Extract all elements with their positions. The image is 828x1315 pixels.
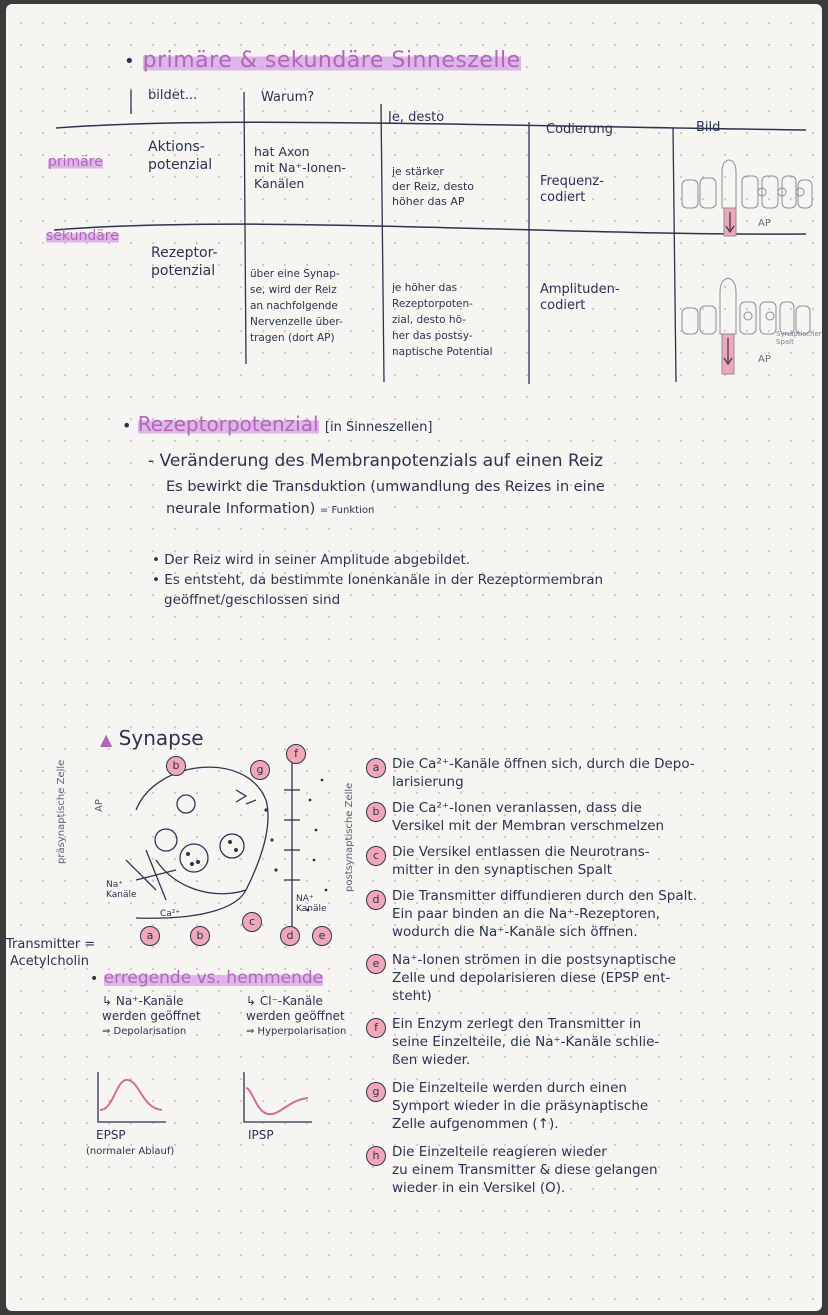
step-line: Ein Enzym zerlegt den Transmitter in [392,1016,642,1032]
step-line: steht) [392,988,432,1004]
cell-primaere-codierung: Frequenz- codiert [540,174,604,205]
step-line: Na⁺-Ionen strömen in die postsynaptische [392,952,676,968]
step-letter-a: a [366,758,386,778]
step-line: Die Ca²⁺-Kanäle öffnen sich, durch die Depo- [392,756,695,772]
step-letter-c: c [366,846,386,866]
synapse-label-b2: b [190,926,210,946]
step-line: Versikel mit der Membran verschmelzen [392,818,665,834]
cell-sekundaere-warum: über eine Synap- se, wird der Reiz an nachfolgende Nervenzelle über- tragen (dort AP) [250,268,343,344]
primary-cell-sketch-icon [678,152,818,242]
rezeptor-bracket: [in Sinneszellen] [324,420,433,435]
synapse-label-f: f [286,744,306,764]
rezeptor-line3: neurale Information) = Funktion [166,501,375,517]
step-letter-f: f [366,1018,386,1038]
step-letter-d: d [366,890,386,910]
rezeptor-bullet2b: geöffnet/geschlossen sind [164,592,341,608]
synapse-label-a: a [140,926,160,946]
synapse-label-g: g [250,760,270,780]
cell-primaere-jedesto: je stärker der Reiz, desto höher das AP [392,165,475,208]
step-letter-g: g [366,1082,386,1102]
ca-label: Ca²⁺ [160,909,181,919]
synaptic-gap-note: Synaptischer Spalt [776,330,822,346]
notebook-page [6,4,822,1311]
epsp-label: EPSP [96,1128,126,1142]
synapse-label-e: e [312,926,332,946]
rezeptor-bullet1: • Der Reiz wird in seiner Amplitude abgebildet. [152,552,471,568]
step-line: mitter in den synaptischen Spalt [392,862,613,878]
na-kanaele-right: NA⁺ Kanäle [296,894,327,914]
cell-primaere-bildet: Aktions- potenzial [148,139,213,173]
na-kanaele-left: Na⁺ Kanäle [106,880,137,900]
header-bild: Bild [696,120,721,135]
epsp-graph-icon [92,1068,172,1128]
ipsp-graph-icon [238,1068,318,1128]
row-label-primaere: primäre [48,154,103,170]
postsynaptic-label: postsynaptische Zelle [344,782,355,892]
hemmend-right: ↳ Cl⁻-Kanäle werden geöffnet ⇒ Hyperpolarisation [246,994,347,1037]
secondary-ap-label: AP [758,354,771,365]
step-line: Ein paar binden an die Na⁺-Rezeptoren, [392,906,661,922]
ap-side-label: AP [94,799,105,812]
synapse-label-b: b [166,756,186,776]
cell-primaere-warum: hat Axon mit Na⁺-Ionen- Kanälen [254,144,347,191]
row-label-sekundaere: sekundäre [46,228,119,244]
step-line: Die Einzelteile reagieren wieder [392,1144,607,1160]
step-letter-b: b [366,802,386,822]
cell-sekundaere-codierung: Amplituden- codiert [540,282,620,313]
header-jedesto: Je, desto [388,110,445,125]
cell-sekundaere-jedesto: je höher das Rezeptorpoten- zial, desto hö- her das postsy- naptische Potential [392,282,493,358]
synapse-title: ▲ Synapse [100,726,204,750]
synapse-diagram [96,750,386,960]
step-line: seine Einzelteile, die Na⁺-Kanäle schlie- [392,1034,660,1050]
rezeptor-title: • Rezeptorpotenzial [in Sinneszellen] [122,412,433,436]
step-line: Symport wieder in die präsynaptische [392,1098,649,1114]
secondary-cell-sketch-icon [678,272,818,382]
cell-sekundaere-bildet: Rezeptor- potenzial [151,245,218,279]
header-bildet: bildet... [148,88,198,103]
synapse-label-c: c [242,912,262,932]
step-line: ßen wieder. [392,1052,471,1068]
step-line: Die Einzelteile werden durch einen [392,1080,627,1096]
primary-ap-label: AP [758,218,771,229]
step-letter-h: h [366,1146,386,1166]
step-line: zu einem Transmitter & diese gelangen [392,1162,658,1178]
step-line: Zelle aufgenommen (↑). [392,1116,559,1132]
transmitter-note: Transmitter = Acetylcholin [6,937,96,969]
header-warum: Warum? [261,90,315,105]
rezeptor-line1: - Veränderung des Membranpotenzials auf einen Reiz [148,451,604,471]
erregend-title: • erregende vs. hemmende [90,968,324,988]
step-line: Die Versikel entlassen die Neurotrans- [392,844,650,860]
synapse-label-d: d [280,926,300,946]
section-heading-sinneszelle: • primäre & sekundäre Sinneszelle [124,48,521,73]
step-line: wodurch die Na⁺-Kanäle sich öffnen. [392,924,638,940]
rezeptor-bullet2: • Es entsteht, da bestimmte Ionenkanäle in der Rezeptormembran [152,572,604,588]
step-line: larisierung [392,774,464,790]
step-line: wieder in ein Versikel (O). [392,1180,566,1196]
presynaptic-label: präsynaptische Zelle [56,759,67,864]
header-codierung: Codierung [546,122,613,137]
step-line: Die Transmitter diffundieren durch den Spalt. [392,888,697,904]
step-letter-e: e [366,954,386,974]
step-line: Die Ca²⁺-Ionen veranlassen, dass die [392,800,642,816]
step-line: Zelle und depolarisieren diese (EPSP ent- [392,970,671,986]
ipsp-label: IPSP [248,1128,274,1142]
heading-text: primäre & sekundäre Sinneszelle [142,48,521,73]
epsp-note: (normaler Ablauf) [86,1146,175,1157]
erregend-left: ↳ Na⁺-Kanäle werden geöffnet ⇒ Depolarisation [102,994,201,1037]
rezeptor-line2: Es bewirkt die Transduktion (umwandlung des Reizes in eine [166,479,605,495]
